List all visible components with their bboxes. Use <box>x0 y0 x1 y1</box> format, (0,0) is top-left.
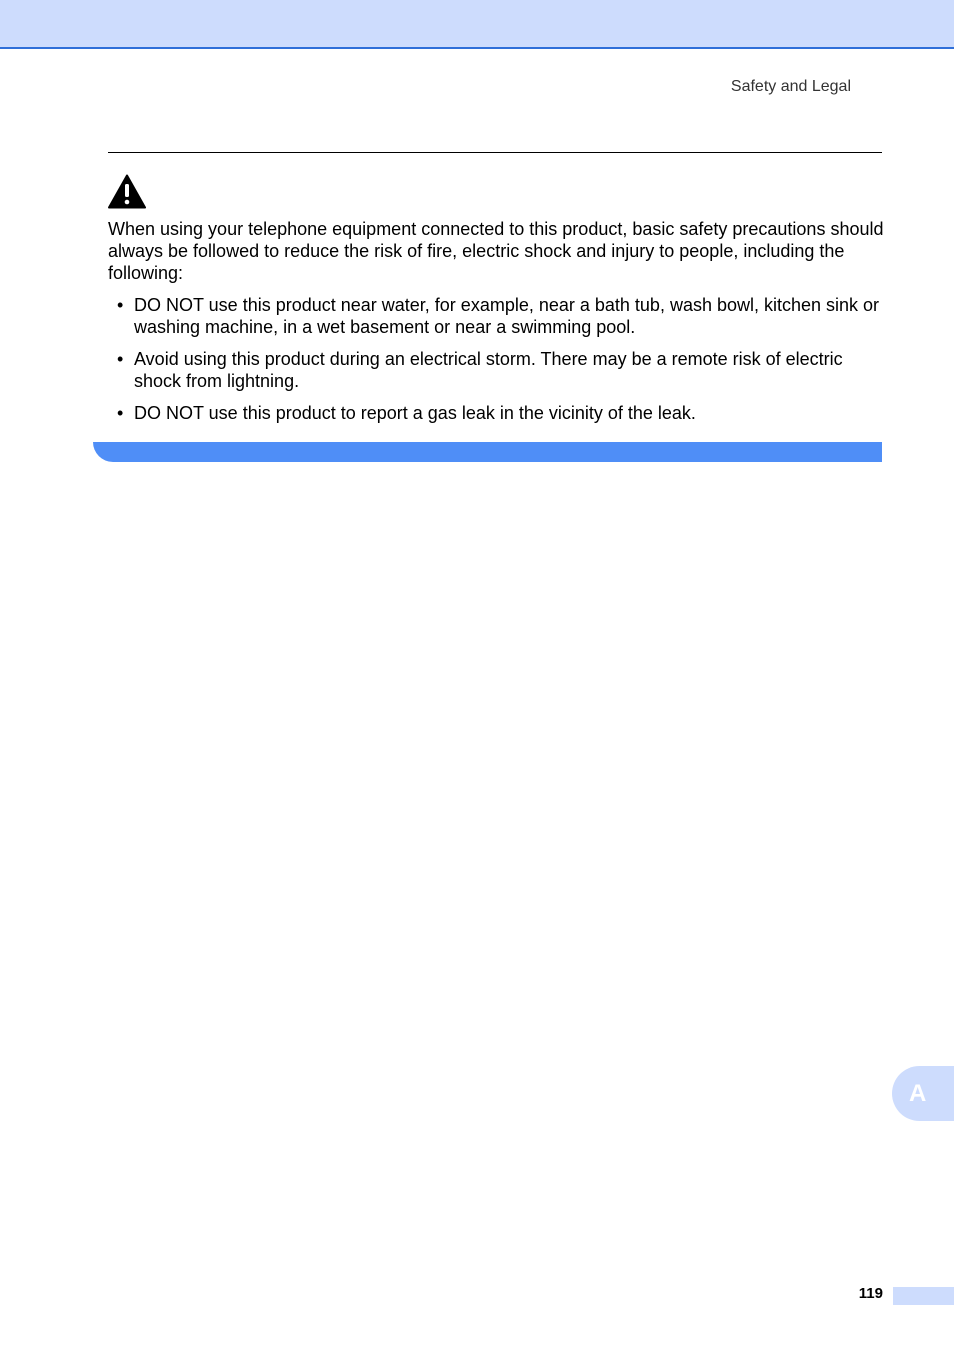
list-item <box>108 402 886 424</box>
appendix-tab-letter: A <box>909 1080 927 1107</box>
appendix-tab <box>892 1066 954 1121</box>
list-item-text: DO NOT use this product near water, for example, near a bath tub, wash bowl, kitchen sink or washing machine, in a wet basement or near a swimming pool. <box>134 295 880 337</box>
warning-triangle-icon <box>108 174 146 209</box>
bullet-icon: • <box>117 403 124 423</box>
page-number: 119 <box>858 1285 883 1302</box>
section-rule <box>108 152 882 153</box>
running-header: Safety and Legal <box>730 78 851 95</box>
section-end-bar <box>93 442 882 462</box>
bullet-icon: • <box>117 349 124 369</box>
warning-intro-text: When using your telephone equipment connected to this product, basic safety precautions should always be followed to reduce the risk of fire, electric shock and injury to people, including the following: <box>108 219 884 283</box>
page-number-tab <box>893 1287 954 1305</box>
header-band <box>0 0 954 49</box>
list-item <box>108 294 886 338</box>
list-item-text: DO NOT use this product to report a gas leak in the vicinity of the leak. <box>134 403 696 423</box>
safety-precautions-list <box>108 294 886 434</box>
bullet-icon: • <box>117 295 124 315</box>
list-item-text: Avoid using this product during an electrical storm. There may be a remote risk of electric shock from lightning. <box>134 349 843 391</box>
list-item <box>108 348 886 392</box>
